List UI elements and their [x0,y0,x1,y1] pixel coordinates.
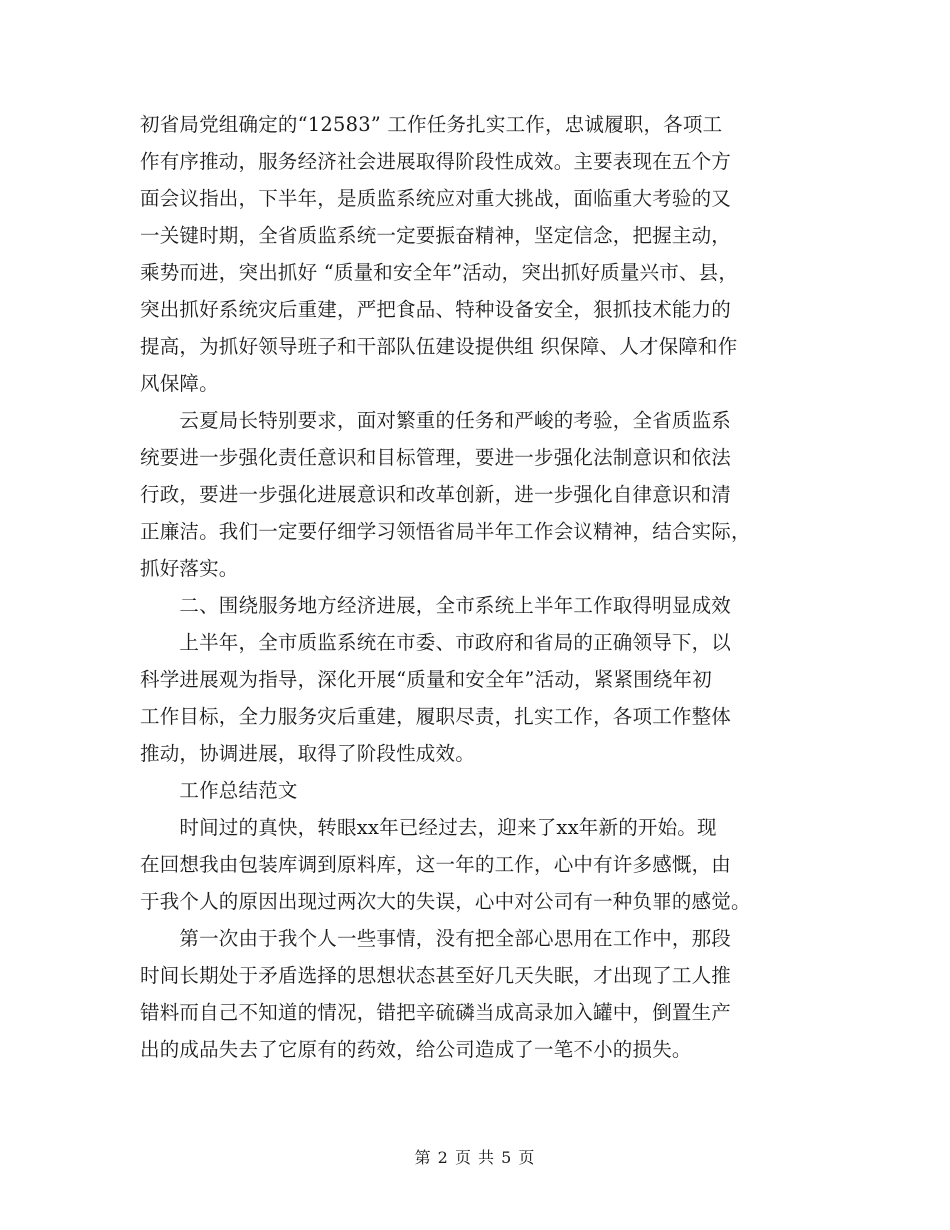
body-text-line: 初省局党组确定的“12583” 工作任务扎实工作，忠诚履职，各项工 [140,113,723,136]
body-text-line: 上半年，全市质监系统在市委、市政府和省局的正确领导下，以 [140,631,732,654]
body-text-line: 一关键时期，全省质监系统一定要振奋精神，坚定信念，把握主动， [140,224,732,247]
section-title: 工作总结范文 [140,779,298,802]
body-text-line: 统要进一步强化责任意识和目标管理，要进一步强化法制意识和依法 [140,446,732,469]
page-number-footer: 第 2 页 共 5 页 [414,1148,536,1167]
body-text-line: 于我个人的原因出现过两次大的失误，心中对公司有一种负罪的感觉。 [140,890,751,913]
body-text-line: 抓好落实。 [140,557,239,580]
body-text-line: 推动，协调进展，取得了阶段性成效。 [140,742,475,765]
body-text-line: 出的成品失去了它原有的药效，给公司造成了一笔不小的损失。 [140,1038,692,1061]
body-text-line: 行政，要进一步强化进展意识和改革创新，进一步强化自律意识和清 [140,483,732,506]
body-text-line: 错料而自己不知道的情况，错把辛硫磷当成高录加入罐中，倒置生产 [140,1001,732,1024]
body-text-line: 在回想我由包装库调到原料库，这一年的工作，心中有许多感慨，由 [140,853,732,876]
section-heading: 二、围绕服务地方经济进展，全市系统上半年工作取得明显成效 [140,594,732,617]
body-text-line: 科学进展观为指导，深化开展“质量和安全年”活动，紧紧围绕年初 [140,668,712,691]
body-text-line: 作有序推动，服务经济社会进展取得阶段性成效。主要表现在五个方 [140,150,732,173]
body-text-line: 面会议指出，下半年，是质监系统应对重大挑战，面临重大考验的又 [140,187,732,210]
body-text-line: 时间过的真快，转眼xx年已经过去，迎来了xx年新的开始。现 [140,816,717,839]
body-text-line: 第一次由于我个人一些事情，没有把全部心思用在工作中，那段 [140,927,732,950]
body-text-line: 正廉洁。我们一定要仔细学习领悟省局半年工作会议精神，结合实际， [140,520,751,543]
body-text-line: 提高，为抓好领导班子和干部队伍建设提供组 织保障、人才保障和作 [140,335,738,358]
body-text-line: 乘势而进，突出抓好 “质量和安全年”活动，突出抓好质量兴市、县， [140,261,739,284]
body-text-line: 突出抓好系统灾后重建，严把食品、特种设备安全，狠抓技术能力的 [140,298,732,321]
body-text-line: 时间长期处于矛盾选择的思想状态甚至好几天失眠，才出现了工人推 [140,964,732,987]
body-text-line: 工作目标，全力服务灾后重建，履职尽责，扎实工作，各项工作整体 [140,705,732,728]
body-text-line: 云夏局长特别要求，面对繁重的任务和严峻的考验，全省质监系 [140,409,732,432]
body-text-line: 风保障。 [140,372,219,395]
